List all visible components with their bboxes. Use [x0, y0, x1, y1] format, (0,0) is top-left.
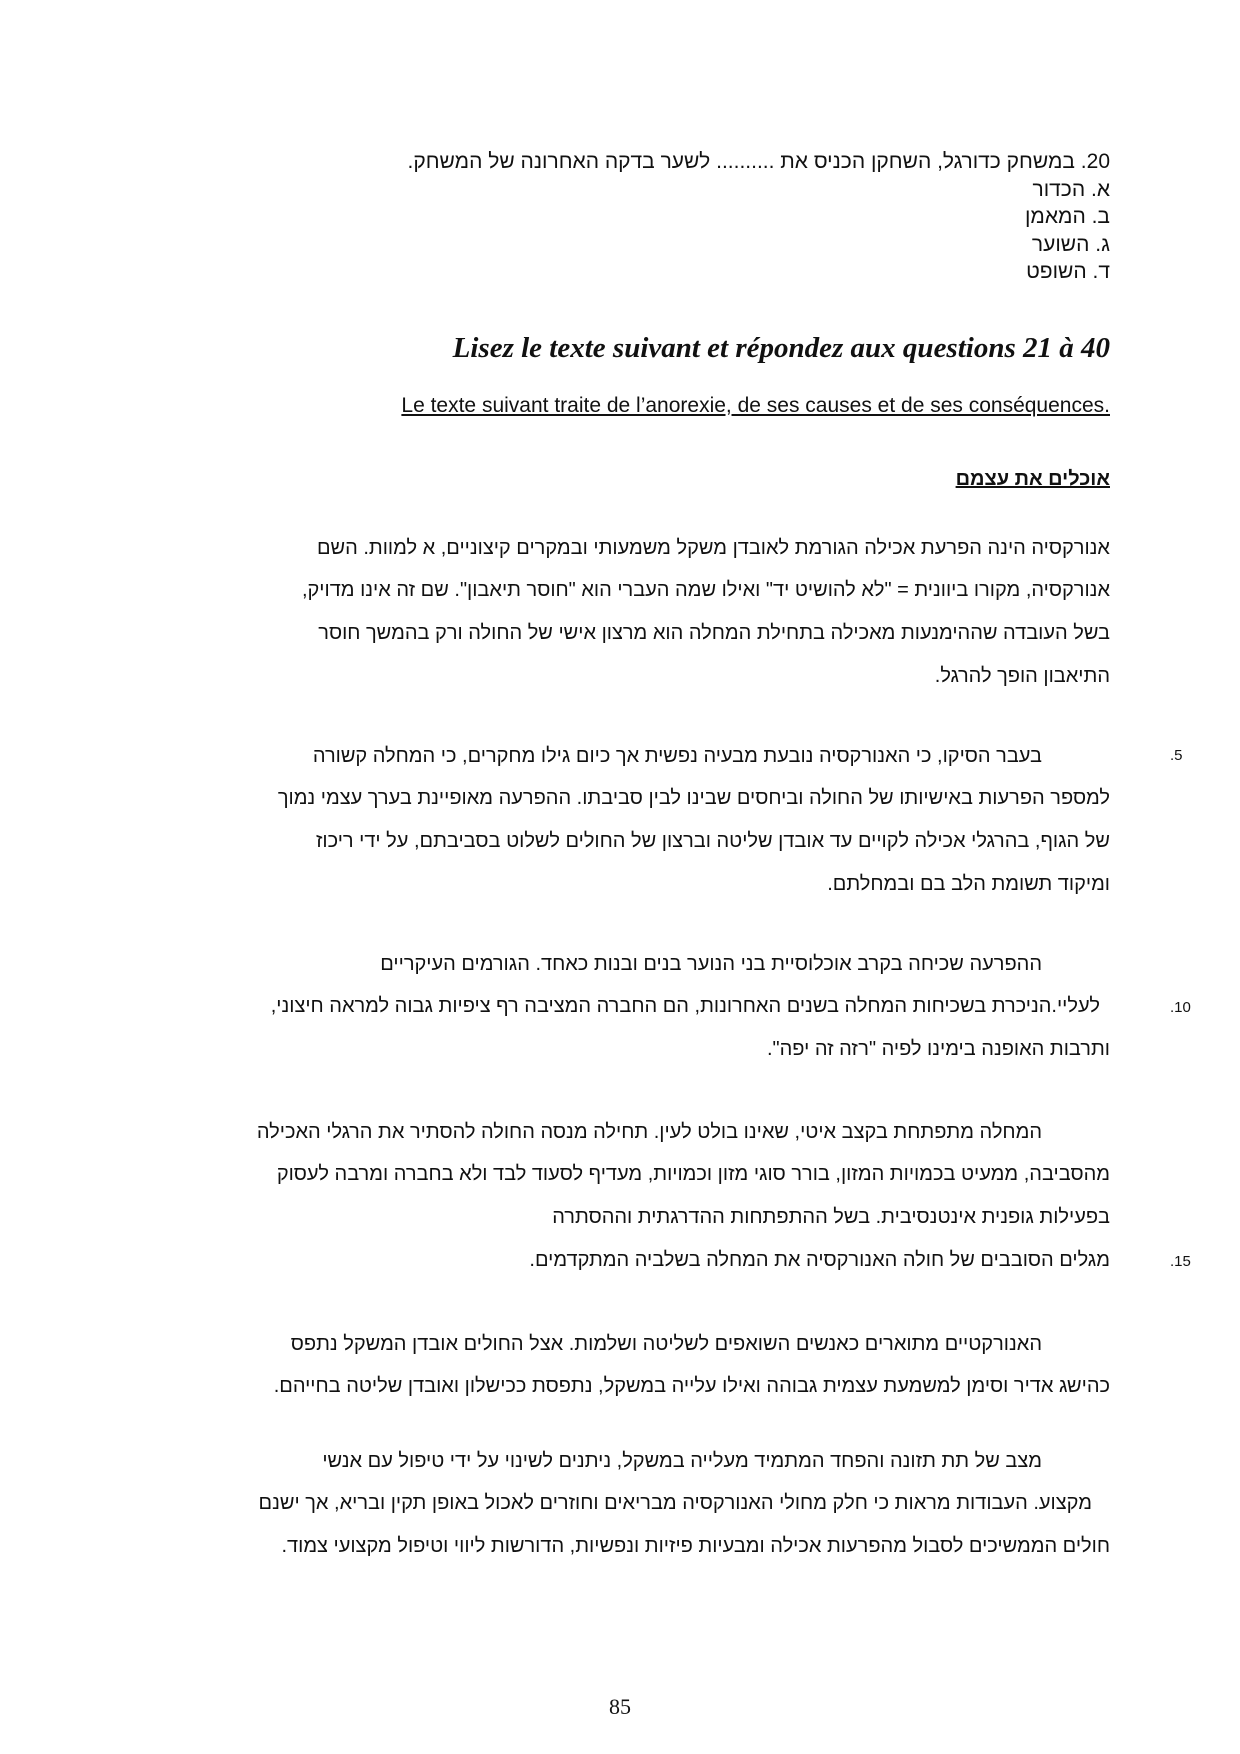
- page-number: 85: [609, 1694, 631, 1719]
- text-line: למספר הפרעות באישיותו של החולה וביחסים שבינו לבין סביבתו. ההפרעה מאופיינת בערך עצמי נמוך: [277, 787, 1110, 809]
- line-number: .5: [1170, 747, 1183, 764]
- question-stem: 20. במשחק כדורגל, השחקן הכניס את .......... לשער בדקה האחרונה של המשחק.: [407, 150, 1110, 173]
- text-line: כהישג אדיר וסימן למשמעת עצמית גבוהה ואילו עלייה במשקל, נתפסת ככישלון ואובדן שליטה בחייהם.: [273, 1375, 1110, 1397]
- text-line: בפעילות גופנית אינטנסיבית. בשל ההתפתחות ההדרגתית וההסתרה: [552, 1206, 1110, 1228]
- text-line: של הגוף, בהרגלי אכילה לקויים עד אובדן שליטה וברצון של החולים לשלוט בסביבתם, על ידי ריכוז: [315, 830, 1110, 852]
- text-line: מגלים הסובבים של חולה האנורקסיה את המחלה בשלביה המתקדמים.: [529, 1249, 1110, 1271]
- text-line: אנורקסיה, מקורו ביוונית = "לא להושיט יד" ואילו שמה העברי הוא "חוסר תיאבון". שם זה אינו מדויק,: [301, 579, 1110, 601]
- text-line: מצב של תת תזונה והפחד המתמיד מעלייה במשקל, ניתנים לשינוי על ידי טיפול עם אנשי: [322, 1450, 1042, 1472]
- text-line: האנורקטיים מתוארים כאנשים השואפים לשליטה ושלמות. אצל החולים אובדן המשקל נתפס: [290, 1333, 1042, 1355]
- text-line: חולים הממשיכים לסבול מהפרעות אכילה ומבעיות פיזיות ונפשיות, הדורשות ליווי וטיפול מקצועי צמוד.: [281, 1535, 1110, 1557]
- instruction-intro: Le texte suivant traite de l’anorexie, de ses causes et de ses conséquences.: [401, 394, 1110, 417]
- text-line: בשל העובדה שההימנעות מאכילה בתחילת המחלה הוא מרצון אישי של החולה ורק בהמשך חוסר: [318, 622, 1110, 644]
- line-number: .10: [1170, 999, 1191, 1016]
- text-line: ותרבות האופנה בימינו לפיה "רזה זה יפה".: [766, 1038, 1110, 1060]
- text-line: ומיקוד תשומת הלב בם ובמחלתם.: [827, 873, 1110, 895]
- option-c: ג. השוער: [1031, 233, 1110, 256]
- option-a: א. הכדור: [1032, 178, 1110, 201]
- text-line: מקצוע. העבודות מראות כי חלק מחולי האנורקסיה מבריאים וחוזרים לאכול באופן תקין ובריא, אך ישנם: [258, 1492, 1092, 1514]
- text-line: אנורקסיה הינה הפרעת אכילה הגורמת לאובדן משקל משמעותי ובמקרים קיצוניים, א למוות. השם: [316, 537, 1110, 559]
- option-b: ב. המאמן: [1024, 205, 1110, 228]
- line-number: .15: [1170, 1253, 1191, 1270]
- option-d: ד. השופט: [1026, 260, 1110, 283]
- text-line: ההפרעה שכיחה בקרב אוכלוסיית בני הנוער בנים ובנות כאחד. הגורמים העיקריים: [380, 953, 1042, 975]
- text-line: המחלה מתפתחת בקצב איטי, שאינו בולט לעין. תחילה מנסה החולה להסתיר את הרגלי האכילה: [256, 1121, 1042, 1143]
- instruction-title: Lisez le texte suivant et répondez aux questions 21 à 40: [452, 332, 1110, 364]
- text-title: אוכלים את עצמם: [955, 468, 1110, 490]
- text-line: בעבר הסיקו, כי האנורקסיה נובעת מבעיה נפשית אך כיום גילו מחקרים, כי המחלה קשורה: [312, 745, 1042, 767]
- text-line: לעליי.הניכרת בשכיחות המחלה בשנים האחרונות, הם החברה המציבה רף ציפיות גבוה למראה חיצוני,: [270, 995, 1100, 1017]
- text-line: מהסביבה, ממעיט בכמויות המזון, בורר סוגי מזון וכמויות, מעדיף לסעוד לבד ולא בחברה ומרבה לעסוק: [276, 1163, 1110, 1185]
- text-line: התיאבון הופך להרגל.: [934, 665, 1110, 687]
